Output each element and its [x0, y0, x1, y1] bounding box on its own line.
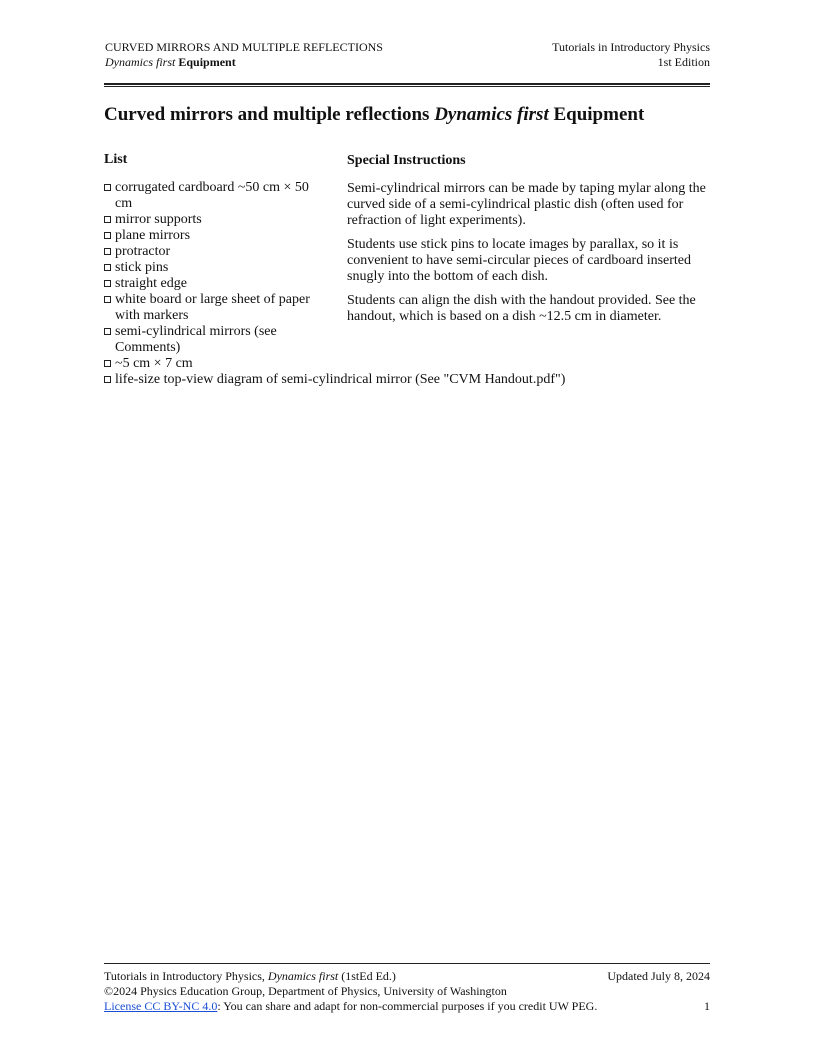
checkbox-icon — [104, 248, 111, 255]
header-subtitle — [105, 55, 383, 70]
page-footer — [104, 969, 710, 1014]
page-title-italic: Dynamics first — [434, 104, 549, 125]
list-item — [104, 292, 314, 324]
header-book-title: Tutorials in Introductory Physics — [552, 40, 710, 54]
checkbox-icon — [104, 360, 111, 367]
list-item — [104, 356, 314, 372]
header-subtitle-bold: Equipment — [178, 55, 236, 69]
license-link[interactable]: License CC BY-NC 4.0 — [104, 999, 218, 1013]
list-item-label: straight edge — [115, 276, 187, 291]
list-item — [104, 244, 314, 260]
header-rule-thick — [104, 83, 710, 85]
footer-book-italic: Dynamics first — [267, 969, 339, 983]
list-item — [104, 212, 314, 228]
checkbox-icon — [104, 280, 111, 287]
page-title-part2: Equipment — [548, 104, 645, 125]
checkbox-icon — [104, 232, 111, 239]
footer-line-citation — [104, 969, 710, 984]
header-section-title: CURVED MIRRORS AND MULTIPLE REFLECTIONS — [105, 40, 383, 54]
checkbox-icon — [104, 184, 111, 191]
checkbox-icon — [104, 296, 111, 303]
list-item-label: plane mirrors — [115, 228, 191, 243]
list-item — [104, 276, 314, 292]
checkbox-icon — [104, 216, 111, 223]
footer-updated-date: Updated July 8, 2024 — [607, 969, 710, 983]
footer-rule — [104, 963, 710, 964]
list-item — [104, 180, 314, 212]
list-item-label: ~5 cm × 7 cm — [115, 356, 193, 371]
list-item-label: life-size top-view diagram of semi-cylindrical mirror (See "CVM Handout.pdf") — [115, 372, 566, 387]
footer-edition: (1stEd Ed.) — [338, 969, 396, 983]
footer-book: Tutorials in Introductory Physics, — [104, 969, 268, 983]
list-item-label: mirror supports — [115, 212, 202, 227]
footer-copyright: ©2024 Physics Education Group, Department of Physics, University of Washington — [104, 984, 507, 998]
footer-license-line — [104, 999, 710, 1014]
page-title-part1: Curved mirrors and multiple reflections — [104, 104, 435, 125]
instructions-paragraph: Semi-cylindrical mirrors can be made by taping mylar along the curved side of a semi-cylindrical plastic dish (often used for refraction of light experiments). — [347, 181, 706, 228]
header-rule-thin — [104, 86, 710, 87]
list-item-label: stick pins — [115, 260, 169, 275]
header-subtitle-italic: Dynamics first — [105, 55, 176, 69]
instructions-body — [347, 181, 709, 333]
instructions-paragraph: Students can align the dish with the handout provided. See the handout, which is based on a dish ~12.5 cm in diameter. — [347, 293, 696, 324]
header-edition: 1st Edition — [657, 55, 710, 69]
running-header-right — [552, 40, 710, 70]
list-item-label: corrugated cardboard ~50 cm × 50 cm — [115, 180, 309, 211]
license-text: : You can share and adapt for non-commercial purposes if you credit UW PEG. — [217, 999, 598, 1013]
list-item-label: semi-cylindrical mirrors (see Comments) — [115, 324, 277, 355]
list-item-label: white board or large sheet of paper with markers — [115, 292, 310, 323]
running-header-left — [105, 40, 383, 70]
page-number: 1 — [704, 999, 710, 1013]
list-item-label: protractor — [115, 244, 171, 259]
page-title — [104, 104, 644, 126]
checkbox-icon — [104, 328, 111, 335]
list-heading: List — [104, 152, 128, 167]
checkbox-icon — [104, 376, 111, 383]
list-item — [104, 260, 314, 276]
list-item — [104, 324, 314, 356]
checkbox-icon — [104, 264, 111, 271]
instructions-heading: Special Instructions — [347, 153, 466, 168]
instructions-paragraph: Students use stick pins to locate images by parallax, so it is convenient to have semi-circular pieces of cardboard inserted snugly into the bottom of each dish. — [347, 237, 692, 284]
list-item — [104, 372, 635, 388]
list-item — [104, 228, 314, 244]
